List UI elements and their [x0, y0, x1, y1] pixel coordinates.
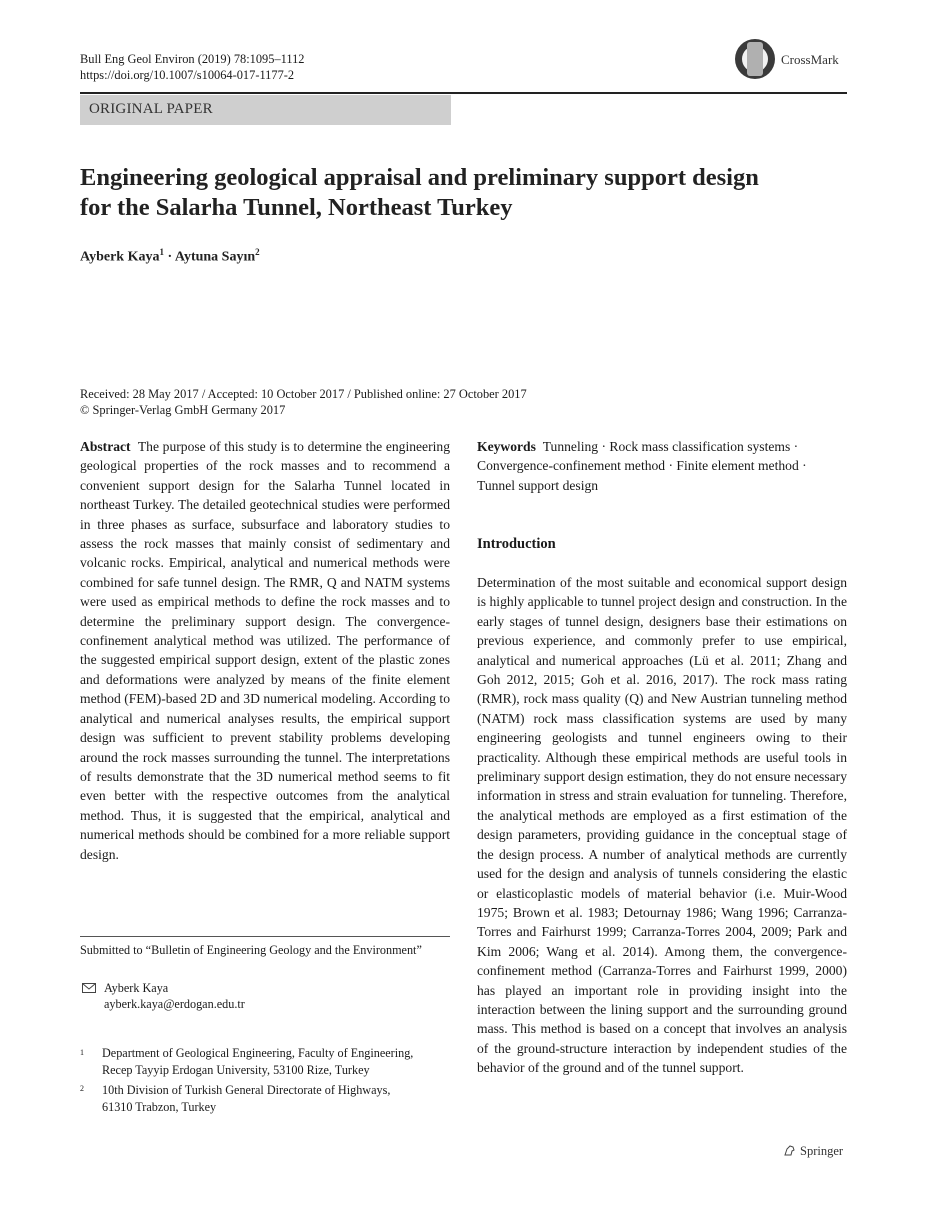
author-1-affiliation: 1: [159, 247, 164, 257]
author-1[interactable]: Ayberk Kaya: [80, 249, 160, 265]
journal-citation: [80, 51, 305, 83]
publisher-footer: [783, 1144, 843, 1159]
section-band: [80, 95, 451, 125]
springer-horse-icon: [783, 1144, 796, 1157]
abstract-text: The purpose of this study is to determine the engineering geological properties of the rock masses and to recommend a convenient support design for the Salarha Tunnel located in northeast Turkey. The detailed geotechnical studies were performed in three phases as surface, subsurface and laboratory studies to assess the rock masses that mainly consist of sedimentary and volcanic rocks. Empirical, analytical and numerical methods were combined for safe tunnel design. The RMR, Q and NATM systems were used as empirical methods to define the rock masses and to determine the preliminary support design. The convergence-confinement analytical method was utilized. The performance of the suggested empirical support design, extent of the plastic zones and deformations were analyzed by means of the finite element method (FEM)-based 2D and 3D numerical modeling. According to analytical and numerical analyses results, the empirical support design was sufficient to prevent stability problems developing around the rock masses surrounding the tunnel. The interpretations of results demonstrate that the 3D numerical method seems to fit even better with the respective outcomes from the analytical method. Thus, it is suggested that the empirical, analytical and numerical methods should be combined for a more reliable support design.: [80, 439, 450, 862]
footnote-rule: [80, 936, 450, 937]
contact-email[interactable]: ayberk.kaya@erdogan.edu.tr: [104, 997, 245, 1011]
affiliation-1-line-1: Department of Geological Engineering, Faculty of Engineering,: [102, 1046, 414, 1060]
introduction-heading: Introduction: [477, 536, 556, 552]
crossmark-badge[interactable]: [735, 39, 860, 79]
keywords-label: Keywords: [477, 439, 536, 454]
author-list: [80, 247, 260, 266]
paper-title: [80, 163, 860, 223]
doi-link[interactable]: https://doi.org/10.1007/s10064-017-1177-2: [80, 68, 295, 82]
affiliation-1-number: 1: [80, 1048, 84, 1057]
author-2[interactable]: Aytuna Sayın: [174, 249, 256, 265]
affiliation-2: [102, 1082, 390, 1115]
crossmark-label: CrossMark: [781, 52, 839, 67]
copyright-line: © Springer-Verlag GmbH Germany 2017: [80, 403, 286, 417]
keywords-text: Tunneling · Rock mass classification systems · Convergence-confinement method · Finite element method · Tunnel support design: [477, 439, 807, 493]
abstract: [80, 437, 450, 864]
journal-line: Bull Eng Geol Environ (2019) 78:1095–1112: [80, 52, 305, 66]
abstract-label: Abstract: [80, 439, 131, 454]
section-label: ORIGINAL PAPER: [89, 101, 213, 117]
publication-history: [80, 386, 527, 418]
affiliation-2-number: 2: [80, 1084, 84, 1093]
affiliation-2-line-1: 10th Division of Turkish General Directorate of Highways,: [102, 1083, 391, 1097]
contact-name: Ayberk Kaya: [104, 981, 169, 995]
dates-line: Received: 28 May 2017 / Accepted: 10 October 2017 / Published online: 27 October 2017: [80, 387, 527, 401]
keywords: [477, 437, 847, 495]
author-2-affiliation: 2: [255, 247, 260, 257]
affiliation-2-line-2: 61310 Trabzon, Turkey: [102, 1099, 217, 1114]
title-line-1: Engineering geological appraisal and preliminary support design: [80, 164, 759, 191]
crossmark-icon: [735, 39, 775, 79]
envelope-icon: [82, 983, 96, 993]
affiliation-1: [102, 1045, 413, 1078]
header-rule: [80, 92, 847, 94]
introduction-text: Determination of the most suitable and economical support design is highly applicable to tunnel project design and construction. In the early stages of tunnel design, designers base their estimations on previous experience, and commonly prefer to use empirical, analytical and numerical approaches (Lü et al. 2011; Zhang and Goh 2012, 2015; Goh et al. 2016, 2017). The rock mass rating (RMR), rock mass quality (Q) and New Austrian tunneling method (NATM) rock mass classification systems are used by many engineering geologists and tunnel engineers owing to their practicality. Although these empirical methods are useful tools in preliminary support design estimation, they do not ensure necessary information in stress and strain evaluation for tunneling. Therefore, the analytical methods are employed as a first estimation of the design parameters, providing guidance in the conceptual stage of the design process. A number of analytical methods are currently used for the design and analysis of tunnels considering the elastic or elasticoplastic models of material behavior (i.e. Muir-Wood 1975; Brown et al. 1983; Detournay 1986; Wang 1996; Carranza-Torres and Fairhurst 1999; Carranza-Torres 2004, 2009; Park and Kim 2006; Wang et al. 2014). Among them, the convergence-confinement method (Carranza-Torres and Fairhurst 1999, 2000) has played an important role in providing insight into the interaction between the lining support and the surrounding ground mass. This method is based on a concept that involves an analysis of the ground-structure interaction by independent studies of the behavior of the ground and of the tunnel support.: [477, 575, 847, 1076]
author-separator: ·: [163, 249, 175, 265]
title-line-2: for the Salarha Tunnel, Northeast Turkey: [80, 194, 513, 221]
submitted-note: Submitted to “Bulletin of Engineering Geology and the Environment”: [80, 943, 422, 957]
publisher-name: Springer: [800, 1144, 844, 1158]
affiliation-1-line-2: Recep Tayyip Erdogan University, 53100 Rize, Turkey: [102, 1062, 370, 1077]
corresponding-author: [104, 980, 245, 1012]
